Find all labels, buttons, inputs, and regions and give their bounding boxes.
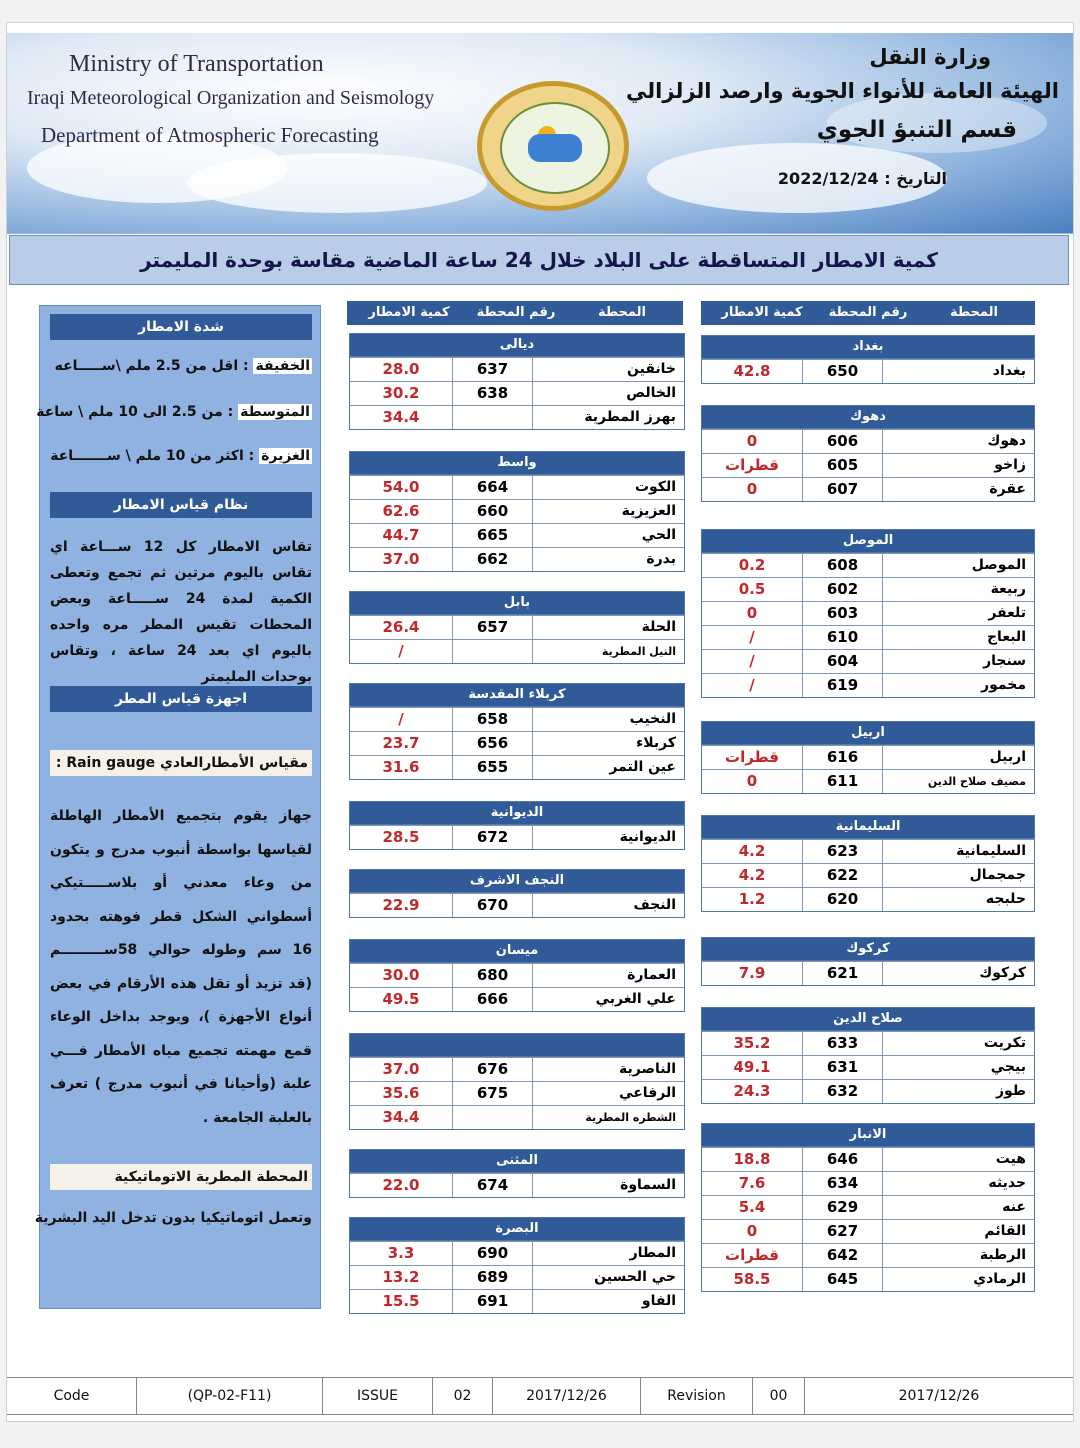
table-row (702, 429, 1034, 453)
moderate-rain-line (36, 404, 312, 420)
station-name: بهرز المطرية (532, 406, 684, 429)
group-header: الموصل (702, 530, 1034, 553)
mid-group (349, 1217, 685, 1314)
rain-amount: 0 (746, 772, 758, 790)
station-number: 680 (452, 964, 532, 987)
intensity-title: شدة الامطار (50, 314, 312, 340)
table-row (702, 1195, 1034, 1219)
group-header: كربلاء المقدسة (350, 684, 684, 707)
system-text: تقاس الامطار كل 12 ســـاعة اي تقاس باليوم مرتين ثم تجمع وتعطى الكمية لمدة 24 ســـــاعة وبعض المحطات تقيس المطر مره واحده باليوم اي بعد 24 ساعة ، وتقاس بوحدات المليمتر (50, 539, 313, 685)
footer-issue-value: 02 (433, 1378, 493, 1414)
station-number: 631 (802, 1056, 882, 1079)
rain-amount: 54.0 (382, 478, 420, 496)
document-page (6, 22, 1074, 1422)
station-name: حديثه (882, 1172, 1034, 1195)
rain-amount: 0 (746, 432, 758, 450)
footer-issue-date: 2017/12/26 (493, 1378, 641, 1414)
station-number: 607 (802, 478, 882, 501)
group-header: صلاح الدين (702, 1008, 1034, 1031)
col-station: المحطة (950, 305, 998, 320)
rain-amount: 30.0 (382, 966, 420, 984)
table-row (350, 381, 684, 405)
station-number: 676 (452, 1058, 532, 1081)
light-key: الخفيفة (255, 358, 310, 374)
rain-amount: 37.0 (382, 1060, 420, 1078)
group-header: الديوانية (350, 802, 684, 825)
right-group (701, 529, 1035, 698)
table-row (702, 769, 1034, 793)
station-number: 655 (452, 756, 532, 779)
station-name: زاخو (882, 454, 1034, 477)
rain-amount: قطرات (725, 456, 779, 474)
station-number: 658 (452, 708, 532, 731)
station-name: تكريت (882, 1032, 1034, 1055)
station-number: 656 (452, 732, 532, 755)
group-header: ديالى (350, 334, 684, 357)
auto-station-label: المحطة المطرية الاتوماتيكية (50, 1164, 312, 1190)
rain-amount: 13.2 (382, 1268, 420, 1286)
station-number: 642 (802, 1244, 882, 1267)
station-name: الحي (532, 524, 684, 547)
rain-amount: 37.0 (382, 550, 420, 568)
table-row (702, 453, 1034, 477)
right-group (701, 937, 1035, 986)
table-row (702, 601, 1034, 625)
mid-group (349, 591, 685, 664)
group-header: المثنى (350, 1150, 684, 1173)
station-name: العمارة (532, 964, 684, 987)
table-row (350, 1265, 684, 1289)
table-row (702, 1055, 1034, 1079)
mid-group (349, 683, 685, 780)
station-number: 689 (452, 1266, 532, 1289)
auto-station-text: وتعمل اتوماتيكيا بدون تدخل اليد البشرية (34, 1210, 312, 1226)
moderate-key: المتوسطة (240, 404, 310, 420)
station-name: المطار (532, 1242, 684, 1265)
station-number: 634 (802, 1172, 882, 1195)
right-group (701, 405, 1035, 502)
table-row (702, 745, 1034, 769)
station-name: الناصرية (532, 1058, 684, 1081)
mid-group (349, 869, 685, 918)
station-name: الرطبة (882, 1244, 1034, 1267)
station-name: السليمانية (882, 840, 1034, 863)
footer-code-value: (QP-02-F11) (137, 1378, 323, 1414)
group-header: ميسان (350, 940, 684, 963)
rain-amount: 4.2 (738, 866, 766, 884)
station-name: بيجي (882, 1056, 1034, 1079)
station-name: العزيزية (532, 500, 684, 523)
table-row (350, 615, 684, 639)
table-row (350, 1081, 684, 1105)
rain-amount: 18.8 (733, 1150, 771, 1168)
col-amount: كمية الامطار (368, 305, 450, 320)
col-number: رقم المحطة (476, 305, 556, 320)
station-number: 610 (802, 626, 882, 649)
station-number: 690 (452, 1242, 532, 1265)
footer-issue-label: ISSUE (323, 1378, 433, 1414)
table-row (702, 577, 1034, 601)
rain-amount: 26.4 (382, 618, 420, 636)
table-row (702, 477, 1034, 501)
date-label: التاريخ : (884, 169, 947, 188)
group-header: السليمانية (702, 816, 1034, 839)
station-number: 605 (802, 454, 882, 477)
rain-amount: 7.9 (738, 964, 766, 982)
rain-amount: 35.2 (733, 1034, 771, 1052)
station-name: السماوة (532, 1174, 684, 1197)
table-row (702, 1171, 1034, 1195)
station-number: 611 (802, 770, 882, 793)
group-header: بغداد (702, 336, 1034, 359)
table-row (350, 731, 684, 755)
station-name: الرفاعي (532, 1082, 684, 1105)
group-header: البصرة (350, 1218, 684, 1241)
rain-amount: / (398, 642, 404, 660)
station-name: مخمور (882, 674, 1034, 697)
rain-amount: 0 (746, 480, 758, 498)
station-name: البعاج (882, 626, 1034, 649)
station-number: 657 (452, 616, 532, 639)
rain-amount: 22.9 (382, 896, 420, 914)
station-name: حلبجه (882, 888, 1034, 911)
devices-title: اجهزة قياس المطر (50, 686, 312, 712)
right-group (701, 1007, 1035, 1104)
station-name: عين التمر (532, 756, 684, 779)
station-name: سنجار (882, 650, 1034, 673)
station-number: 633 (802, 1032, 882, 1055)
rain-amount: 58.5 (733, 1270, 771, 1288)
col-station: المحطة (598, 305, 646, 320)
date-value: 2022/12/24 (777, 169, 879, 188)
mid-group (349, 939, 685, 1012)
station-name: طوز (882, 1080, 1034, 1103)
table-row (350, 405, 684, 429)
footer-revision-date: 2017/12/26 (898, 1388, 980, 1404)
table-row (350, 475, 684, 499)
rain-amount: 4.2 (738, 842, 766, 860)
station-name: هيت (882, 1148, 1034, 1171)
footer-code-label: Code (7, 1378, 137, 1414)
table-row (702, 359, 1034, 383)
table-row (702, 961, 1034, 985)
station-name: الرمادي (882, 1268, 1034, 1291)
en-title-line1: Ministry of Transportation (69, 51, 324, 77)
station-number: 602 (802, 578, 882, 601)
station-name: اربيل (882, 746, 1034, 769)
station-number: 672 (452, 826, 532, 849)
heavy-rain-line (48, 448, 312, 464)
right-group (701, 1123, 1035, 1292)
ar-title-line1: وزارة النقل (869, 45, 991, 69)
rain-amount: 0.2 (738, 556, 766, 574)
table-row (702, 1147, 1034, 1171)
table-row (350, 755, 684, 779)
light-text: : اقل من 2.5 ملم \ســـــاعه (54, 358, 249, 374)
footer-revision-value: 00 (753, 1378, 805, 1414)
station-number (452, 640, 532, 663)
station-number: 621 (802, 962, 882, 985)
station-name: مصيف صلاح الدين (882, 770, 1034, 793)
organization-logo (477, 81, 629, 211)
table-row (350, 987, 684, 1011)
station-number (452, 1106, 532, 1129)
document-footer (7, 1377, 1073, 1415)
station-number: 646 (802, 1148, 882, 1171)
station-number: 660 (452, 500, 532, 523)
group-header: اربيل (702, 722, 1034, 745)
rain-amount: 23.7 (382, 734, 420, 752)
table-row (350, 639, 684, 663)
rain-amount: / (398, 710, 404, 728)
heavy-key: الغزيرة (261, 448, 310, 464)
table-row (350, 499, 684, 523)
right-group (701, 721, 1035, 794)
rain-amount: 42.8 (733, 362, 771, 380)
rain-amount: 28.0 (382, 360, 420, 378)
group-header: واسط (350, 452, 684, 475)
group-header: بابل (350, 592, 684, 615)
rain-amount: 34.4 (382, 1108, 420, 1126)
station-number: 637 (452, 358, 532, 381)
table-row (702, 1079, 1034, 1103)
right-group (701, 815, 1035, 912)
mid-group (349, 1149, 685, 1198)
station-name: ربيعة (882, 578, 1034, 601)
station-number: 674 (452, 1174, 532, 1197)
group-header: الانبار (702, 1124, 1034, 1147)
station-number: 623 (802, 840, 882, 863)
header (7, 33, 1073, 234)
station-number: 608 (802, 554, 882, 577)
station-name: بدرة (532, 548, 684, 571)
rain-gauge-label: مقياس الأمطارالعادي Rain gauge : (50, 750, 312, 776)
table-row (702, 625, 1034, 649)
station-name: حي الحسين (532, 1266, 684, 1289)
table-row (350, 1289, 684, 1313)
station-number: 670 (452, 894, 532, 917)
ar-title-line2: الهيئة العامة للأنواء الجوية وارصد الزلزالي (626, 79, 1059, 103)
station-number (452, 406, 532, 429)
station-number: 664 (452, 476, 532, 499)
station-name: خانقين (532, 358, 684, 381)
rain-amount: 34.4 (382, 408, 420, 426)
rain-amount: 0 (746, 1222, 758, 1240)
table-row (702, 1031, 1034, 1055)
station-name: الكوت (532, 476, 684, 499)
station-name: النجف (532, 894, 684, 917)
group-header: النجف الاشرف (350, 870, 684, 893)
station-name: الديوانية (532, 826, 684, 849)
station-name: دهوك (882, 430, 1034, 453)
station-number: 645 (802, 1268, 882, 1291)
station-name: علي الغربي (532, 988, 684, 1011)
station-name: الموصل (882, 554, 1034, 577)
station-name: جمجمال (882, 864, 1034, 887)
col-amount: كمية الامطار (721, 305, 803, 320)
table-row (702, 839, 1034, 863)
report-banner: كمية الامطار المتساقطة على البلاد خلال 24 ساعة الماضية مقاسة بوحدة المليمتر (9, 235, 1069, 285)
heavy-text: : اكثر من 10 ملم \ ســـــــاعة (50, 448, 255, 464)
station-number: 666 (452, 988, 532, 1011)
mid-group (349, 801, 685, 850)
info-panel (34, 305, 321, 1309)
station-name: النخيب (532, 708, 684, 731)
mid-column-header (347, 301, 683, 325)
station-name: كركوك (882, 962, 1034, 985)
group-header: دهوك (702, 406, 1034, 429)
table-row (702, 553, 1034, 577)
station-number: 604 (802, 650, 882, 673)
table-row (350, 1105, 684, 1129)
rain-amount: 3.3 (387, 1244, 415, 1262)
station-number: 606 (802, 430, 882, 453)
table-row (702, 1267, 1034, 1291)
station-name: الخالص (532, 382, 684, 405)
station-number: 619 (802, 674, 882, 697)
rain-amount: 30.2 (382, 384, 420, 402)
rain-amount: 22.0 (382, 1176, 420, 1194)
moderate-text: : من 2.5 الى 10 ملم \ ساعة (36, 404, 234, 420)
station-number: 629 (802, 1196, 882, 1219)
right-column-header (701, 301, 1035, 325)
rain-amount: 1.2 (738, 890, 766, 908)
rain-amount: 49.1 (733, 1058, 771, 1076)
rain-amount: 7.6 (738, 1174, 766, 1192)
table-row (702, 673, 1034, 697)
rain-amount: قطرات (725, 1246, 779, 1264)
station-number: 620 (802, 888, 882, 911)
light-rain-line (48, 358, 312, 374)
table-row (702, 649, 1034, 673)
station-number: 627 (802, 1220, 882, 1243)
table-row (702, 1243, 1034, 1267)
station-name: القائم (882, 1220, 1034, 1243)
station-number: 603 (802, 602, 882, 625)
mid-group (349, 451, 685, 572)
en-title-line3: Department of Atmospheric Forecasting (41, 123, 379, 147)
footer-revision-label: Revision (641, 1378, 753, 1414)
rain-amount: 62.6 (382, 502, 420, 520)
table-row (350, 1173, 684, 1197)
rain-amount: 0.5 (738, 580, 766, 598)
station-number: 638 (452, 382, 532, 405)
station-name: عقرة (882, 478, 1034, 501)
rain-amount: 49.5 (382, 990, 420, 1008)
mid-group (349, 333, 685, 430)
rain-amount: 31.6 (382, 758, 420, 776)
station-name: تلعفر (882, 602, 1034, 625)
table-row (350, 523, 684, 547)
station-number: 662 (452, 548, 532, 571)
station-number: 691 (452, 1290, 532, 1313)
rain-amount: قطرات (725, 748, 779, 766)
station-number: 632 (802, 1080, 882, 1103)
table-row (350, 825, 684, 849)
station-name: بغداد (882, 360, 1034, 383)
table-row (702, 887, 1034, 911)
station-name: كربلاء (532, 732, 684, 755)
rain-gauge-text: جهاز يقوم بتجميع الأمطار الهاطلة لقياسها بواسطة أنبوب مدرج و يتكون من وعاء معدني أو بلاســـــتيكي أسطواني الشكل قطر فوهته بحدود 16 سم وطوله حوالي 58ســـــــــم (قد تزيد أو تقل هذه الأرقام في بعض أنواع الأجهزة )، ويوجد بداخل الوعاء قمع مهمته تجميع مياه الأمطار فـــي علبة (وأحيانا في أنبوب مدرج ) تعرف بالعلبة الجامعة . (50, 808, 312, 1126)
table-row (702, 1219, 1034, 1243)
station-name: النيل المطرية (532, 640, 684, 663)
table-row (350, 707, 684, 731)
group-header (350, 1034, 684, 1057)
station-name: الشطره المطرية (532, 1106, 684, 1129)
station-name: الحلة (532, 616, 684, 639)
station-name: الفاو (532, 1290, 684, 1313)
table-row (350, 1057, 684, 1081)
rain-amount: 28.5 (382, 828, 420, 846)
rain-amount: 0 (746, 604, 758, 622)
ar-title-line3: قسم التنبؤ الجوي (816, 117, 1017, 143)
rain-amount: / (749, 628, 755, 646)
table-row (350, 963, 684, 987)
mid-group (349, 1033, 685, 1130)
station-number: 650 (802, 360, 882, 383)
en-title-line2: Iraqi Meteorological Organization and Seismology (27, 87, 435, 109)
station-name: عنه (882, 1196, 1034, 1219)
table-row (350, 547, 684, 571)
rain-amount: / (749, 652, 755, 670)
rain-amount: 5.4 (738, 1198, 766, 1216)
col-number: رقم المحطة (828, 305, 908, 320)
rain-amount: 15.5 (382, 1292, 420, 1310)
rain-amount: 24.3 (733, 1082, 771, 1100)
rain-amount: 44.7 (382, 526, 420, 544)
table-row (350, 357, 684, 381)
group-header: كركوك (702, 938, 1034, 961)
station-number: 675 (452, 1082, 532, 1105)
table-row (702, 863, 1034, 887)
rain-amount: / (749, 676, 755, 694)
table-row (350, 1241, 684, 1265)
station-number: 622 (802, 864, 882, 887)
station-number: 616 (802, 746, 882, 769)
station-number: 665 (452, 524, 532, 547)
rain-amount: 35.6 (382, 1084, 420, 1102)
table-row (350, 893, 684, 917)
system-title: نظام قياس الامطار (50, 492, 312, 518)
date-line (778, 169, 947, 188)
right-group (701, 335, 1035, 384)
